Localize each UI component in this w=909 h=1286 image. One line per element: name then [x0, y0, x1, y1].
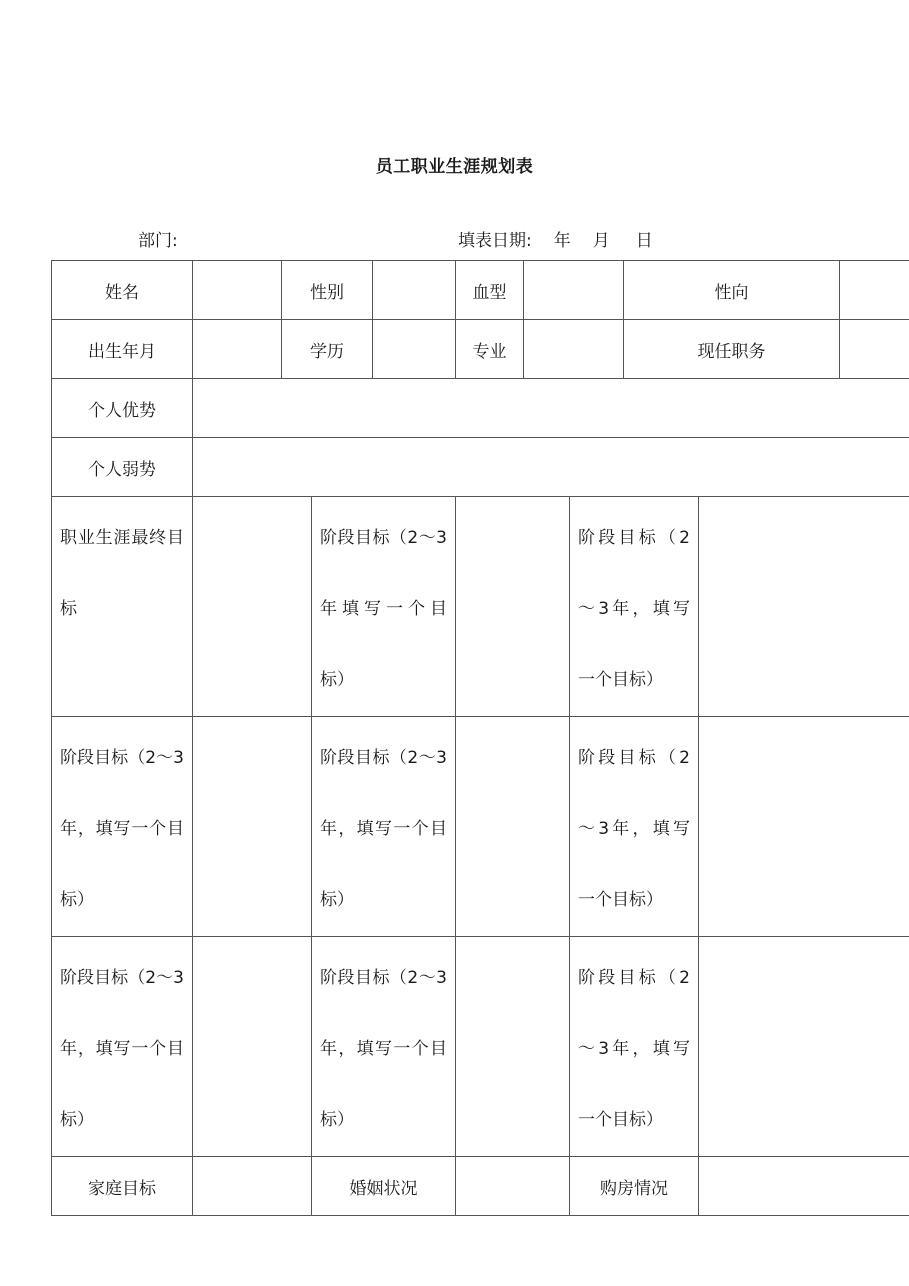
goal-field[interactable] — [456, 497, 570, 717]
gender-field[interactable] — [373, 261, 456, 320]
family-goal-label: 家庭目标 — [52, 1157, 193, 1216]
weaknesses-label: 个人弱势 — [52, 438, 193, 497]
goal-field[interactable] — [699, 717, 909, 937]
goal-field[interactable] — [193, 937, 312, 1157]
form-title: 员工职业生涯规划表 — [375, 157, 534, 177]
goal-label-stage: 阶段目标（2～3年，填写一个目标） — [52, 717, 193, 937]
strengths-label: 个人优势 — [52, 379, 193, 438]
month-label: 月 — [592, 231, 610, 251]
orientation-field[interactable] — [840, 261, 909, 320]
table-row — [52, 497, 909, 717]
marital-status-label: 婚姻状况 — [312, 1157, 456, 1216]
goal-field[interactable] — [699, 497, 909, 717]
major-label: 专业 — [456, 320, 524, 379]
strengths-field[interactable] — [193, 379, 909, 438]
table-row — [52, 438, 909, 497]
housing-field[interactable] — [699, 1157, 909, 1216]
fill-date — [458, 226, 653, 251]
fill-date-label: 填表日期: — [458, 231, 532, 251]
name-label: 姓名 — [52, 261, 193, 320]
blood-type-label: 血型 — [456, 261, 524, 320]
goal-field[interactable] — [456, 937, 570, 1157]
position-label: 现任职务 — [624, 320, 840, 379]
table-row — [52, 1157, 909, 1216]
goal-label-stage: 阶段目标（2～3年，填写一个目标） — [570, 717, 699, 937]
day-label: 日 — [635, 231, 653, 251]
blood-type-field[interactable] — [524, 261, 624, 320]
table-row — [52, 937, 909, 1157]
orientation-label: 性向 — [624, 261, 840, 320]
education-label: 学历 — [282, 320, 373, 379]
goal-label-stage: 阶段目标（2～3年填写一个目标） — [312, 497, 456, 717]
goal-label-stage: 阶段目标（2～3年，填写一个目标） — [52, 937, 193, 1157]
goal-field[interactable] — [193, 717, 312, 937]
goal-field[interactable] — [193, 497, 312, 717]
position-field[interactable] — [840, 320, 909, 379]
table-row — [52, 320, 909, 379]
department-label: 部门: — [138, 231, 178, 251]
birth-field[interactable] — [193, 320, 282, 379]
gender-label: 性别 — [282, 261, 373, 320]
goal-label-stage: 阶段目标（2～3年，填写一个目标） — [312, 717, 456, 937]
birth-label: 出生年月 — [52, 320, 193, 379]
table-row — [52, 717, 909, 937]
goal-label-stage: 阶段目标（2～3年，填写一个目标） — [312, 937, 456, 1157]
family-goal-field[interactable] — [193, 1157, 312, 1216]
housing-label: 购房情况 — [570, 1157, 699, 1216]
goal-label-stage: 阶段目标（2～3年，填写一个目标） — [570, 937, 699, 1157]
goal-field[interactable] — [456, 717, 570, 937]
table-row — [52, 379, 909, 438]
marital-status-field[interactable] — [456, 1157, 570, 1216]
year-label: 年 — [553, 231, 571, 251]
table-row — [52, 261, 909, 320]
education-field[interactable] — [373, 320, 456, 379]
name-field[interactable] — [193, 261, 282, 320]
career-plan-table — [51, 260, 909, 1216]
weaknesses-field[interactable] — [193, 438, 909, 497]
goal-field[interactable] — [699, 937, 909, 1157]
goal-label-final: 职业生涯最终目标 — [52, 497, 193, 717]
major-field[interactable] — [524, 320, 624, 379]
goal-label-stage: 阶段目标（2～3年，填写一个目标） — [570, 497, 699, 717]
